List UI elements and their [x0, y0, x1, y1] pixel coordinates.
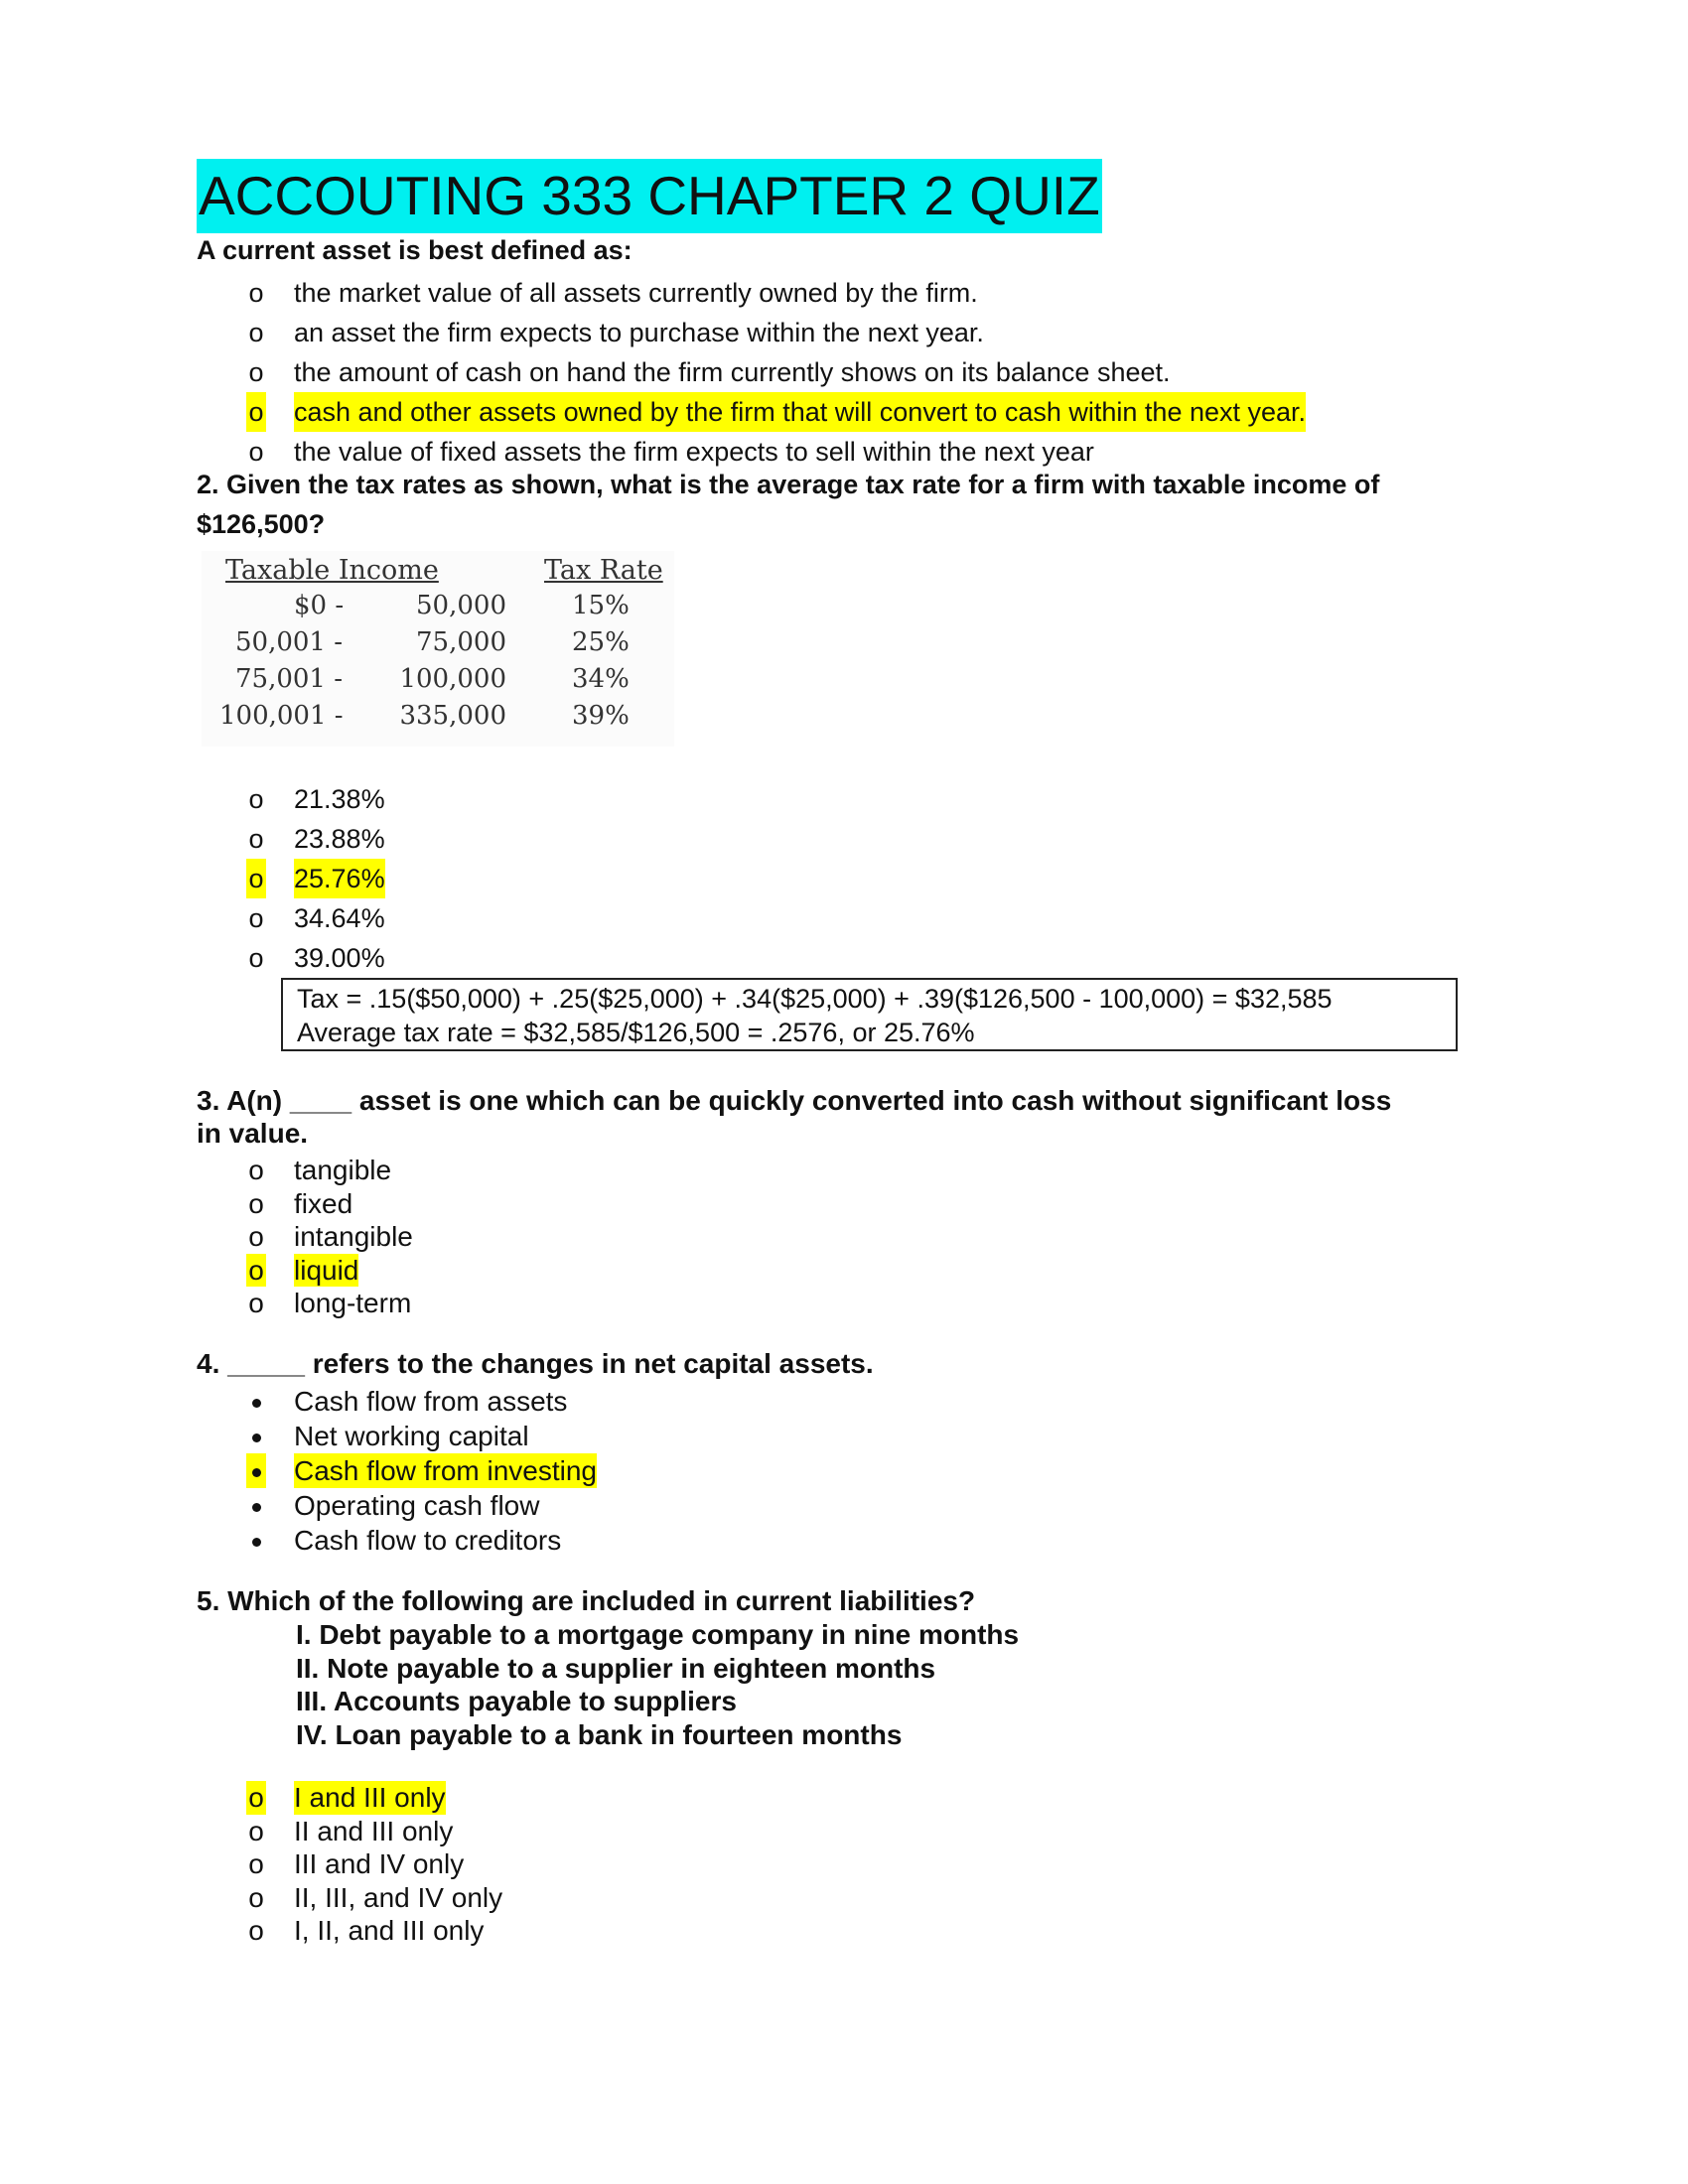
table-header-taxable-income: Taxable Income: [225, 555, 439, 586]
statement-item: II. Note payable to a supplier in eighteen months: [296, 1652, 936, 1684]
table-cell: 50,001 -: [235, 627, 344, 657]
option-circle-icon: o: [248, 1155, 264, 1185]
option-circle-icon: o: [248, 1881, 264, 1913]
table-cell: $0 -: [294, 591, 345, 620]
statement-item: IV. Loan payable to a bank in fourteen months: [296, 1718, 903, 1750]
tax-rate-table: [202, 551, 674, 747]
explanation-line-2: Average tax rate = $32,585/$126,500 = .2576, or 25.76%: [297, 1018, 975, 1047]
question-5-text: 5. Which of the following are included in current liabilities?: [197, 1585, 976, 1616]
option-circle-icon: o: [248, 903, 264, 933]
option-circle-icon: o: [248, 278, 264, 308]
bullet-icon: [252, 1503, 261, 1512]
option-circle-icon: o: [248, 1288, 264, 1318]
page-title: ACCOUTING 333 CHAPTER 2 QUIZ: [197, 159, 1102, 233]
option-circle-icon: o: [248, 1915, 264, 1946]
question-5-statements: [296, 1618, 1019, 1751]
bullet-icon: [252, 1433, 261, 1442]
option-circle-icon: o: [248, 437, 264, 467]
explanation-line-1: Tax = .15($50,000) + .25($25,000) + .34($25,000) + .39($126,500 - 100,000) = $32,585: [297, 984, 1333, 1014]
explanation-box: [281, 978, 1458, 1051]
table-cell: 100,001 -: [219, 701, 344, 731]
quiz-page: ACCOUTING 333 CHAPTER 2 QUIZ A current asset is best defined as: o the market value of all assets currently owned by the firm. o an asset the firm expects to purchase within the next year. o the amount of cash on hand the firm currently shows on its balance sheet. o cash and other assets owned by the firm that will convert to cash within the next year. o the value of fixed assets the firm expects to sell within the next year 2. Given the tax rates as shown, what is the average tax rate for a firm with taxable income of $126,500? Taxable Income Tax Rate $0 - 50,000 15% 50,001 - 75,000 25% 75,001 - 100,000 34% 100,001 - 335,000 39% o 21.38% o 23.88% o 25.76% o 34.64% o 39.00% Tax = .15($50,000) + .25($25,000) + .34($25,000) + .39($126,500 - 100,000) = $32,585 Average tax rate = $32,585/$126,500 = .2576, or 25.76% 3. A(n) ____ asset is one which can be quickly converted into cash without significant loss in value. o tangible o fixed o intangible o liquid o long-term 4. _____ refers to the changes in net capital assets. Cash flow from assets Net working capital Cash flow from investing Operating cash flow Cash flow to creditors 5. Which of the following are included in current liabilities? I. Debt payable to a mortgage company in nine months II. Note payable to a supplier in eighteen months III. Accounts payable to suppliers IV. Loan payable to a bank in fourteen months o I and III only o II and III only o III and IV only o II, III, and IV only o I, II, and III only: [0, 0, 1688, 2184]
table-header-tax-rate: Tax Rate: [544, 555, 663, 586]
bullet-icon: [252, 1538, 261, 1547]
option-circle-icon: o: [246, 859, 266, 898]
question-2-text-line1: 2. Given the tax rates as shown, what is the average tax rate for a firm with taxable income of: [197, 470, 1380, 499]
option-circle-icon: o: [248, 824, 264, 854]
option-circle-icon: o: [246, 1781, 266, 1815]
option-circle-icon: o: [248, 943, 264, 973]
table-cell: 25%: [572, 627, 630, 657]
option-circle-icon: o: [248, 1848, 264, 1879]
question-1-text: A current asset is best defined as:: [197, 235, 633, 265]
table-cell: 34%: [572, 664, 630, 694]
option-circle-icon: o: [248, 357, 264, 387]
option-circle-icon: o: [248, 1221, 264, 1252]
option-circle-icon: o: [246, 1254, 266, 1288]
table-cell: 335,000: [399, 701, 506, 731]
table-cell: 75,000: [416, 627, 506, 657]
table-cell: 100,000: [399, 664, 506, 694]
table-cell: 50,000: [416, 591, 506, 620]
question-4-text: 4. _____ refers to the changes in net capital assets.: [197, 1348, 874, 1379]
question-2-text-line2: $126,500?: [197, 509, 326, 539]
statement-item: III. Accounts payable to suppliers: [296, 1686, 737, 1716]
table-cell: 15%: [572, 591, 630, 620]
option-circle-icon: o: [246, 392, 266, 432]
option-circle-icon: o: [248, 1815, 264, 1846]
question-3-text-line1: 3. A(n) ____ asset is one which can be quickly converted into cash without significant loss: [197, 1085, 1392, 1116]
statement-item: I. Debt payable to a mortgage company in nine months: [296, 1619, 1020, 1650]
option-circle-icon: o: [248, 784, 264, 814]
table-cell: 75,001 -: [235, 664, 344, 694]
option-circle-icon: o: [248, 318, 264, 347]
option-circle-icon: o: [248, 1187, 264, 1219]
table-cell: 39%: [572, 701, 630, 731]
question-3-text-line2: in value.: [197, 1118, 309, 1149]
bullet-icon: [252, 1468, 261, 1477]
bullet-icon: [252, 1399, 261, 1408]
